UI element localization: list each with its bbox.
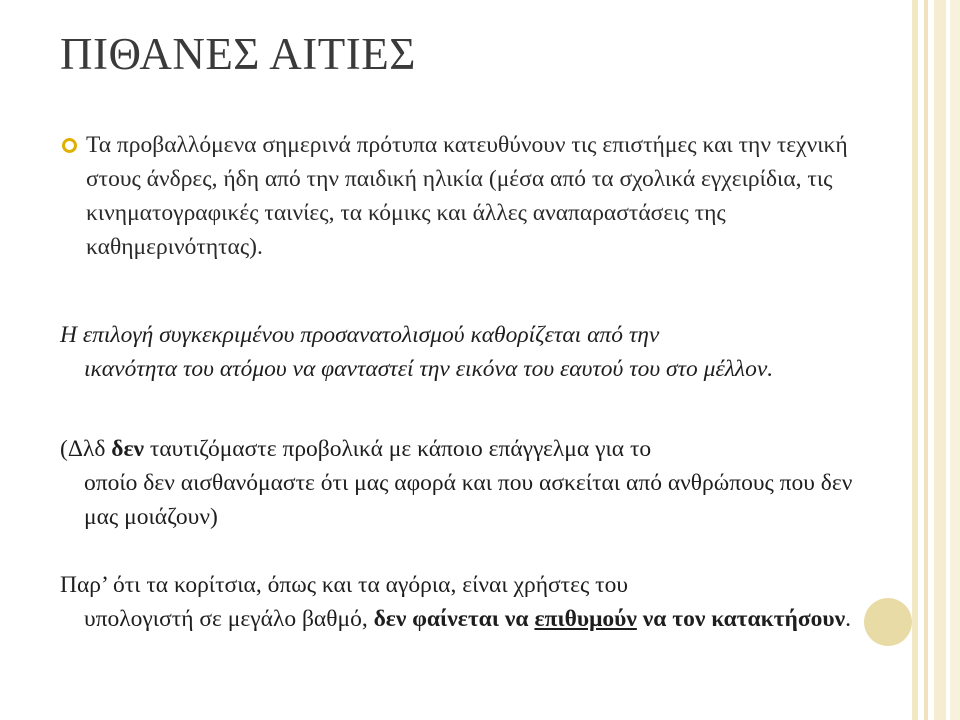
italic-paragraph [60, 318, 860, 386]
stripe [950, 0, 960, 720]
slide-title: ΠΙΘΑΝΕΣ ΑΙΤΙΕΣ [60, 29, 416, 79]
bullet-text: Τα προβαλλόμενα σημερινά πρότυπα κατευθύνουν τις επιστήμες και την τεχνική στους άνδρες, ήδη από την παιδική ηλικία (μέσα από τα σχολικά εγχειρίδια, τις κινηματογραφικές ταινίες, τα κόμικς και άλλες αναπαραστάσεις της καθημερινότητας). [86, 132, 848, 260]
par-bold-underlined: επιθυμούν [534, 606, 637, 632]
stripe [912, 0, 918, 720]
par-paragraph-rest [60, 602, 860, 636]
par-rest-plain: υπολογιστή σε μεγάλο βαθμό, [84, 606, 374, 632]
par-end: . [845, 606, 851, 632]
decorative-circle [864, 598, 912, 646]
stripe [934, 0, 946, 720]
par-bold-2: να τον κατακτήσουν [636, 606, 846, 632]
decorative-stripes [908, 0, 960, 720]
dld-prefix: (Δλδ [60, 436, 112, 462]
par-first-line: Παρ’ ότι τα κορίτσια, όπως και τα αγόρια, είναι χρήστες του [60, 572, 628, 598]
dld-bold-word: δεν [111, 436, 145, 462]
italic-paragraph-rest: ικανότητα του ατόμου να φανταστεί την εικόνα του εαυτού του στο μέλλον. [84, 356, 774, 382]
circle-bullet-icon [62, 138, 77, 153]
stripe [924, 0, 928, 720]
italic-paragraph-first-line: Η επιλογή συγκεκριμένου προσανατολισμού καθορίζεται από την [60, 322, 660, 348]
dld-paragraph [60, 432, 860, 534]
bullet-item [62, 128, 862, 264]
dld-first-line-tail: ταυτιζόμαστε προβολικά με κάποιο επάγγελμα για το [144, 436, 652, 462]
dld-paragraph-rest: οποίο δεν αισθανόμαστε ότι μας αφορά και που ασκείται από ανθρώπους που δεν μας μοιάζουν) [84, 470, 853, 530]
par-paragraph [60, 568, 860, 636]
par-bold-1: δεν φαίνεται να [373, 606, 535, 632]
